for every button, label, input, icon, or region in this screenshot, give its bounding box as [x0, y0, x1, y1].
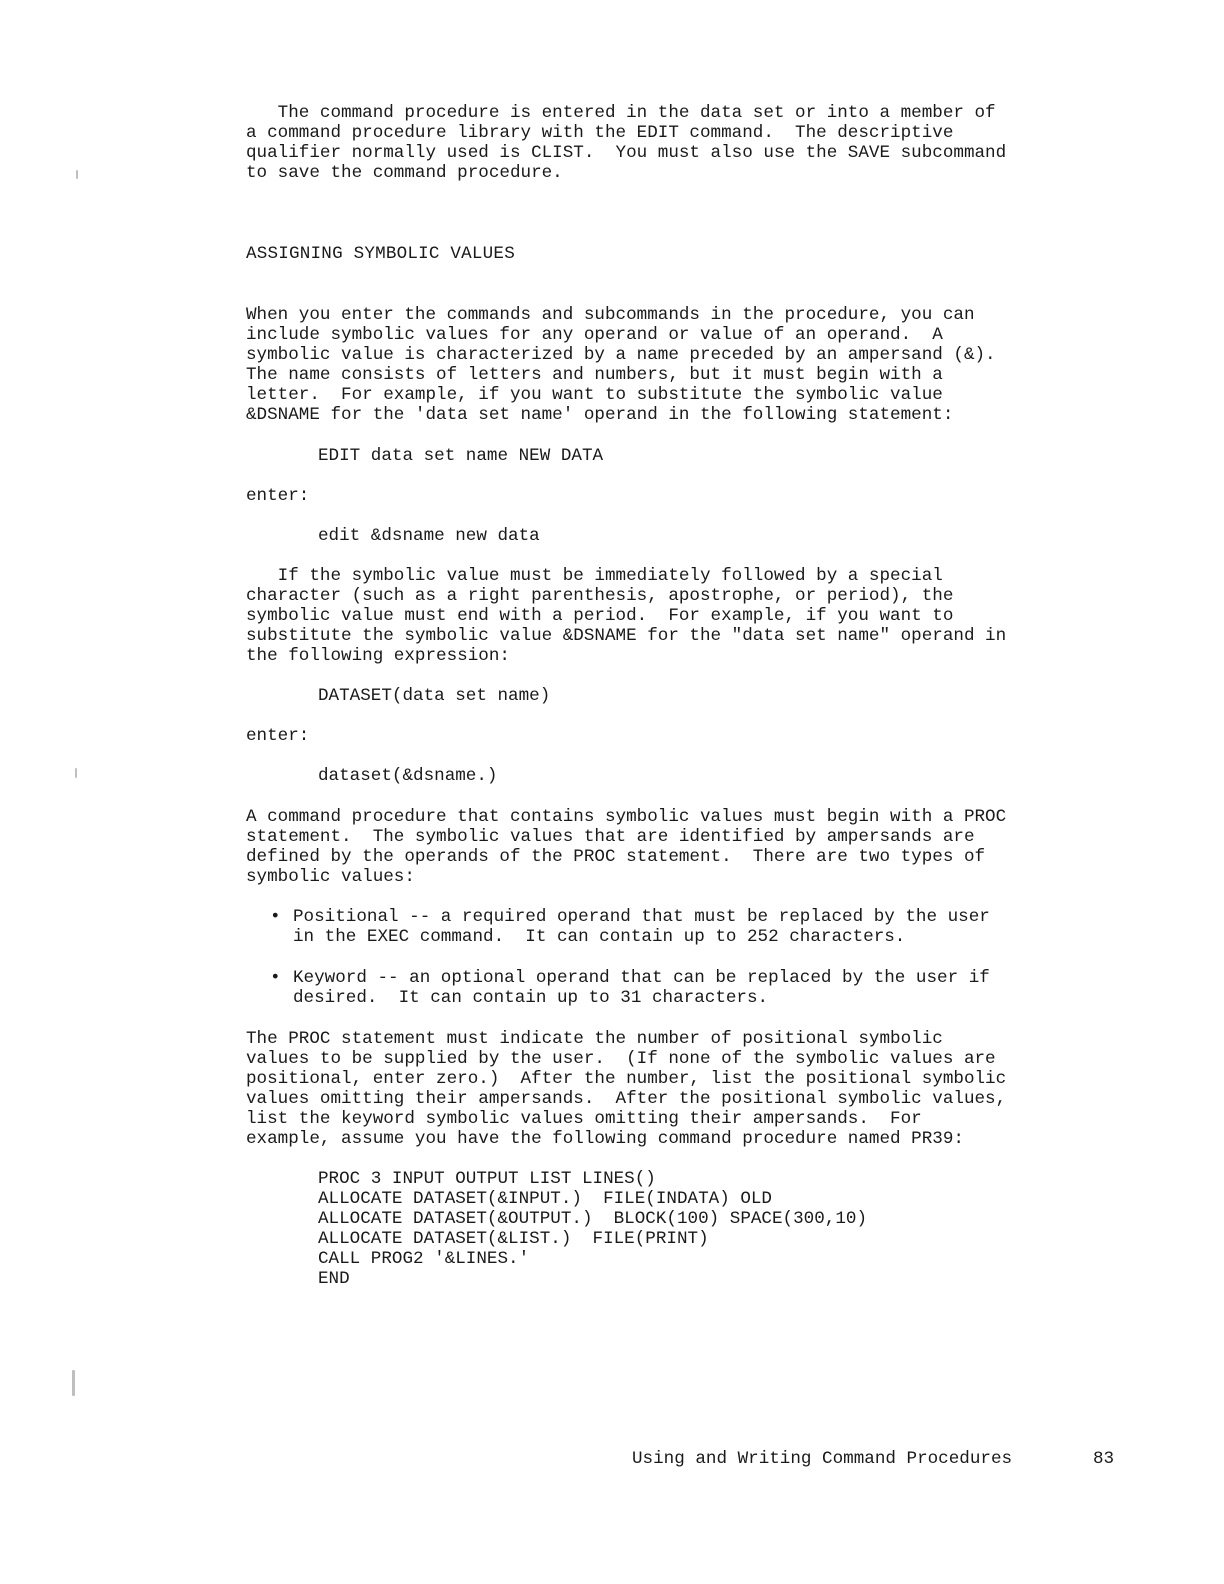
- code-listing-pr39: PROC 3 INPUT OUTPUT LIST LINES() ALLOCATE DATASET(&INPUT.) FILE(INDATA) OLD ALLOCATE DATASET(&OUTPUT.) BLOCK(100) SPACE(300,10) ALLOCATE DATASET(&LIST.) FILE(PRINT) CALL PROG2 '&LINES.' END: [318, 1169, 868, 1289]
- list-item-text: Positional -- a required operand that must be replaced by the user in the EXEC command. It can contain up to 252 characters.: [293, 907, 990, 947]
- example-enter-dataset: dataset(&dsname.): [318, 766, 498, 786]
- list-item: [270, 968, 990, 1008]
- running-footer-title: Using and Writing Command Procedures: [632, 1449, 1013, 1469]
- scan-speck: [72, 1370, 75, 1396]
- paragraph-proc-statement: A command procedure that contains symbolic values must begin with a PROC statement. The symbolic values that are identified by ampersands are defined by the operands of the PROC statement. There are two types of symbolic values:: [246, 807, 1007, 887]
- paragraph-positional-values: The PROC statement must indicate the number of positional symbolic values to be supplied by the user. (If none of the symbolic values are positional, enter zero.) After the number, list the positional symbolic values omitting their ampersands. After the positional symbolic values, list the keyword symbolic values omitting their ampersands. For example, assume you have the following command procedure named PR39:: [246, 1029, 1007, 1149]
- scan-speck: [75, 768, 77, 778]
- list-item-text: Keyword -- an optional operand that can be replaced by the user if desired. It can contain up to 31 characters.: [293, 968, 990, 1008]
- bullet-icon: •: [270, 968, 281, 988]
- paragraph-special-character: If the symbolic value must be immediately followed by a special character (such as a right parenthesis, apostrophe, or period), the symbolic value must end with a period. For example, if you want to substitute the symbolic value &DSNAME for the "data set name" operand in the following expression:: [246, 566, 1007, 666]
- paragraph-symbolic-values: When you enter the commands and subcommands in the procedure, you can include symbolic values for any operand or value of an operand. A symbolic value is characterized by a name preceded by an ampersand (&). The name consists of letters and numbers, but it must begin with a letter. For example, if you want to substitute the symbolic value &DSNAME for the 'data set name' operand in the following statement:: [246, 305, 996, 425]
- intro-paragraph: The command procedure is entered in the data set or into a member of a command procedure library with the EDIT command. The descriptive qualifier normally used is CLIST. You must also use the SAVE subcommand to save the command procedure.: [246, 103, 1007, 183]
- list-item: [270, 907, 990, 947]
- bullet-icon: •: [270, 907, 281, 927]
- page-number: 83: [1093, 1449, 1115, 1469]
- scan-speck: [76, 170, 78, 179]
- example-enter-command: edit &dsname new data: [318, 526, 540, 546]
- example-expression: DATASET(data set name): [318, 686, 551, 706]
- enter-label: enter:: [246, 726, 310, 746]
- section-heading: ASSIGNING SYMBOLIC VALUES: [246, 244, 515, 264]
- enter-label: enter:: [246, 486, 310, 506]
- example-statement: EDIT data set name NEW DATA: [318, 446, 604, 466]
- symbolic-value-types-list: [270, 907, 990, 1029]
